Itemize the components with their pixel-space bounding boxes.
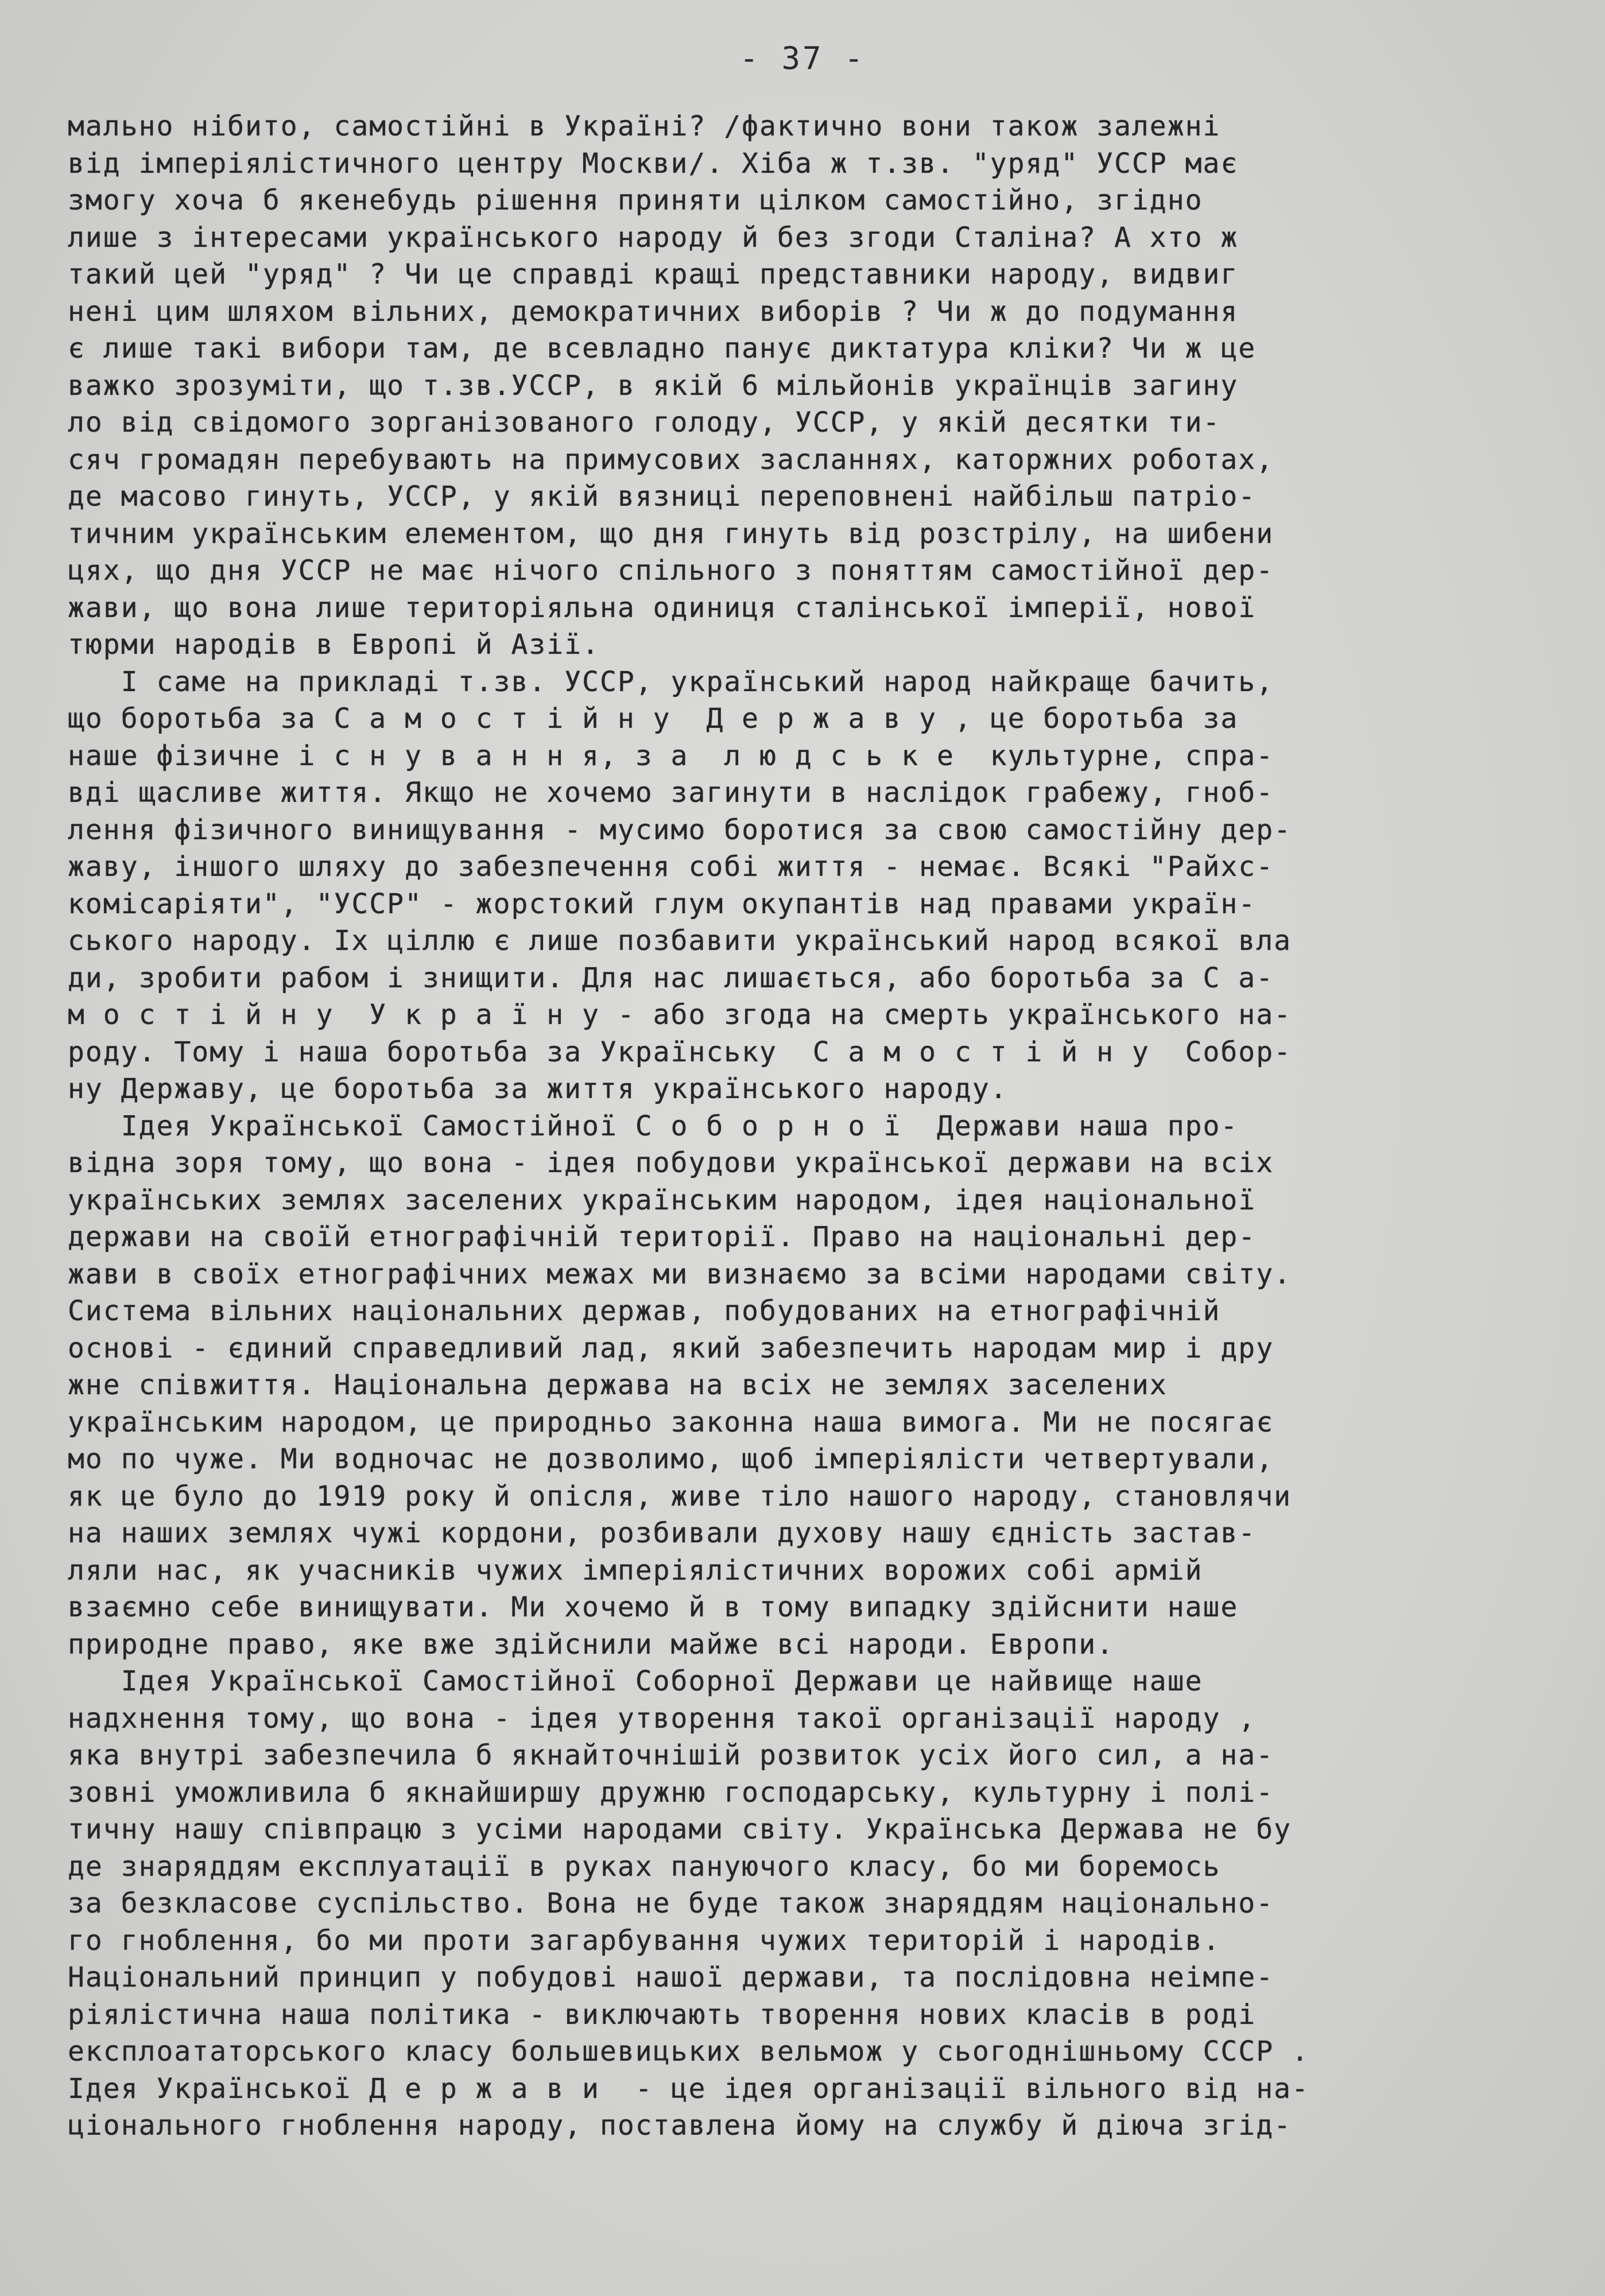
text-line: природне право, яке вже здійснили майже всі народи. Европи. <box>68 1628 1115 1661</box>
text-line: важко зрозуміти, що т.зв.УССР, в якій 6 мільйонів українців загину <box>68 369 1239 402</box>
text-line: ріялістична наша політика - виключають творення нових класів в роді <box>68 1998 1257 2031</box>
text-line: Система вільних національних держав, побудованих на етнографічній <box>68 1295 1221 1327</box>
text-line: ського народу. Іх ціллю є лише позбавити український народ всякої вла <box>68 925 1292 957</box>
text-line: на наших землях чужі кордони, розбивали духову нашу єдність застав- <box>68 1517 1257 1549</box>
text-line: є лише такі вибори там, де всевладно панує диктатура кліки? Чи ж це <box>68 332 1257 364</box>
text-line: змогу хоча б якенебудь рішення приняти цілком самостійно, згідно <box>68 184 1203 216</box>
text-line: ло від свідомого зорганізованого голоду, УССР, у якій десятки ти- <box>68 406 1221 439</box>
text-line: ціонального гноблення народу, поставлена йому на службу й діюча згід- <box>68 2109 1292 2142</box>
text-line: м о с т і й н у У к р а ї н у - або згода на смерть українського на- <box>68 999 1292 1031</box>
text-line: ди, зробити рабом і знищити. Для нас лишається, або боротьба за С а- <box>68 961 1274 994</box>
text-line: такий цей "уряд" ? Чи це справді кращі представники народу, видвиг <box>68 258 1239 290</box>
text-line: Ідея Української Самостійної Соборної Держави це найвище наше <box>68 1665 1203 1697</box>
text-line: українських землях заселених українським народом, ідея національної <box>68 1184 1257 1216</box>
text-line: тичну нашу співпрацю з усіми народами світу. Українська Держава не бу <box>68 1813 1292 1845</box>
text-line: українським народом, це природньо законна наша вимога. Ми не посягає <box>68 1406 1274 1438</box>
text-line: мально нібито, самостійні в Україні? /фактично вони також залежні <box>68 110 1221 142</box>
text-line: як це було до 1919 року й опісля, живе тіло нашого народу, становлячи <box>68 1480 1292 1512</box>
text-line: основі - єдиний справедливий лад, який забезпечить народам мир і дру <box>68 1332 1274 1364</box>
text-line: сяч громадян перебувають на примусових засланнях, каторжних роботах, <box>68 443 1274 476</box>
text-line: надхнення тому, що вона - ідея утворення такої організації народу , <box>68 1702 1257 1735</box>
text-line: жаву, іншого шляху до забезпечення собі життя - немає. Всякі "Райхс- <box>68 851 1274 883</box>
text-line: ляли нас, як учасників чужих імперіялістичних ворожих собі армій <box>68 1554 1203 1587</box>
text-line: вді щасливе життя. Якщо не хочемо загинути в наслідок грабежу, гноб- <box>68 777 1274 809</box>
text-line: нені цим шляхом вільних, демократичних виборів ? Чи ж до подумання <box>68 295 1239 328</box>
text-line: що боротьба за С а м о с т і й н у Д е р ж а в у , це боротьба за <box>68 703 1239 735</box>
text-line: від імперіялістичного центру Москви/. Хіба ж т.зв. "уряд" УССР має <box>68 147 1239 180</box>
text-line: жави в своїх етнографічних межах ми визнаємо за всіми народами світу. <box>68 1258 1292 1290</box>
text-line: жави, що вона лише територіяльна одиниця сталінської імперії, нової <box>68 591 1257 624</box>
text-line: яка внутрі забезпечила б якнайточнішій розвиток усіх його сил, а на- <box>68 1739 1274 1771</box>
text-line: Ідея Української Самостійної С о б о р н о ї Держави наша про- <box>68 1110 1239 1142</box>
text-line: ну Державу, це боротьба за життя українського народу. <box>68 1073 1008 1105</box>
text-line: тюрми народів в Европі й Азії. <box>68 629 600 661</box>
text-line: держави на своїй етнографічній території. Право на національні дер- <box>68 1221 1257 1253</box>
text-line: Національний принцип у побудові нашої держави, та послідовна неімпе- <box>68 1961 1274 1994</box>
text-line: жне співжиття. Національна держава на всіх не землях заселених <box>68 1369 1168 1401</box>
text-line: го гноблення, бо ми проти загарбування чужих територій і народів. <box>68 1924 1221 1957</box>
text-line: лення фізичного винищування - мусимо боротися за свою самостійну дер- <box>68 813 1292 846</box>
text-line: за безкласове суспільство. Вона не буде також знаряддям національно- <box>68 1887 1274 1919</box>
text-line: експлоататорського класу большевицьких вельмож у сьогоднішньому СССР . <box>68 2035 1309 2068</box>
text-line: наше фізичне і с н у в а н н я, з а л ю д с ь к е культурне, спра- <box>68 739 1274 772</box>
text-line: де знаряддям експлуатації в руках пануючого класу, бо ми боремось <box>68 1850 1221 1883</box>
text-line: І саме на прикладі т.зв. УССР, український народ найкраще бачить, <box>68 665 1274 698</box>
text-line: цях, що дня УССР не має нічого спільного з поняттям самостійної дер- <box>68 554 1274 587</box>
text-line: взаємно себе винищувати. Ми хочемо й в тому випадку здійснити наше <box>68 1591 1239 1623</box>
text-line: зовні уможливила б якнайширшу дружню господарську, культурну і полі- <box>68 1776 1274 1809</box>
text-line: роду. Тому і наша боротьба за Українську С а м о с т і й н у Собор- <box>68 1035 1292 1068</box>
document-body <box>68 108 1537 2144</box>
text-line: мо по чуже. Ми водночас не дозволимо, щоб імперіялісти четвертували, <box>68 1443 1274 1475</box>
page-number: - 37 - <box>739 40 866 76</box>
text-line: де масово гинуть, УССР, у якій вязниці переповнені найбільш патріо- <box>68 480 1257 513</box>
text-line: тичним українським елементом, що дня гинуть від розстрілу, на шибени <box>68 517 1274 550</box>
text-line: відна зоря тому, що вона - ідея побудови української держави на всіх <box>68 1147 1274 1179</box>
text-line: Ідея Української Д е р ж а в и - це ідея організації вільного від на- <box>68 2072 1309 2105</box>
text-line: комісаріяти", "УССР" - жорстокий глум окупантів над правами україн- <box>68 887 1257 920</box>
text-line: лише з інтересами українського народу й без згоди Сталіна? А хто ж <box>68 221 1239 254</box>
